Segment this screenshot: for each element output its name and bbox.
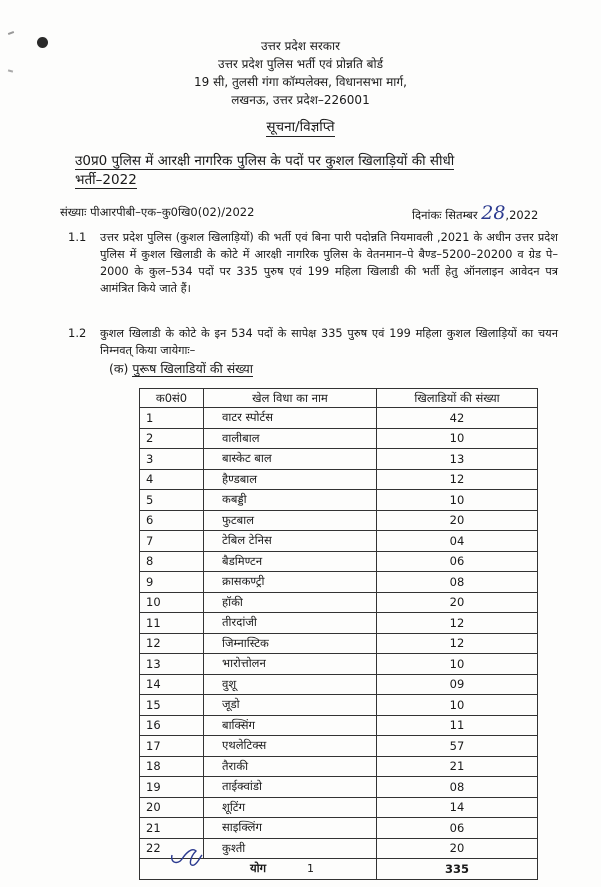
reference-number: संख्याः पीआरपीबी–एक–कु0खि0(02)/2022 (60, 205, 255, 219)
table-row (140, 613, 538, 634)
para-2-text: कुशल खिलाडी के कोटे के इन 534 पदों के सापेक्ष 335 पुरुष एवं 199 महिला कुशल खिलाड़ियों का चयन निम्नवत् किया जायेगाः– (100, 327, 558, 357)
date-year: ,2022 (505, 208, 539, 222)
sport-name-cell: वाटर स्पोर्टस (204, 408, 377, 429)
table-row (140, 633, 538, 654)
serial-cell: 6 (140, 510, 204, 531)
sport-name-cell: भारोत्तोलन (204, 654, 377, 675)
sport-name-cell: शूटिंग (204, 797, 377, 818)
table-row (140, 490, 538, 511)
sport-name-cell: टेबिल टेनिस (204, 531, 377, 552)
table-row (140, 695, 538, 716)
serial-cell: 14 (140, 674, 204, 695)
header-line-1: उत्तर प्रदेश सरकार (260, 39, 341, 53)
sport-name-cell: फुटबाल (204, 510, 377, 531)
serial-cell: 11 (140, 613, 204, 634)
player-count-cell: 20 (377, 838, 538, 859)
sport-name-cell: कुश्ती (204, 838, 377, 859)
sport-name-cell: साइक्लिंग (204, 818, 377, 839)
date-prefix: दिनांकः सितम्बर (412, 208, 478, 222)
sport-name-cell: तैराकी (204, 756, 377, 777)
date-day-handwritten: 28 (481, 202, 506, 224)
player-count-cell: 57 (377, 736, 538, 757)
serial-cell: 20 (140, 797, 204, 818)
total-label: योग (140, 859, 377, 880)
subject (75, 152, 545, 190)
player-count-cell: 21 (377, 756, 538, 777)
serial-cell: 17 (140, 736, 204, 757)
serial-cell: 18 (140, 756, 204, 777)
player-count-cell: 08 (377, 572, 538, 593)
table-row (140, 510, 538, 531)
table-row (140, 756, 538, 777)
serial-cell: 22 (140, 838, 204, 859)
player-count-cell: 13 (377, 449, 538, 470)
player-count-cell: 11 (377, 715, 538, 736)
header-line-4: लखनऊ, उत्तर प्रदेश–226001 (231, 93, 370, 107)
table-row (140, 408, 538, 429)
table-row (140, 592, 538, 613)
sport-name-cell: कबड्डी (204, 490, 377, 511)
player-count-cell: 09 (377, 674, 538, 695)
notice-title: सूचना/विज्ञप्ति (266, 119, 335, 135)
player-count-cell: 10 (377, 654, 538, 675)
header-line-3: 19 सी, तुलसी गंगा कॉम्पलेक्स, विधानसभा मार्ग, (194, 75, 407, 89)
subject-line-1: उ0प्र0 पुलिस में आरक्षी नागरिक पुलिस के पदों पर कुशल खिलाड़ियों की सीधी (75, 153, 455, 169)
header-sport: खेल विधा का नाम (204, 389, 377, 408)
table-row (140, 572, 538, 593)
player-count-cell: 08 (377, 777, 538, 798)
serial-cell: 16 (140, 715, 204, 736)
signature-mark (168, 843, 218, 871)
serial-cell: 2 (140, 428, 204, 449)
player-count-cell: 14 (377, 797, 538, 818)
sport-name-cell: ताईक्वांडो (204, 777, 377, 798)
header-line-2: उत्तर प्रदेश पुलिस भर्ती एवं प्रोन्नति बोर्ड (218, 57, 383, 71)
subject-line-2: भर्ती–2022 (75, 172, 137, 188)
table-row (140, 654, 538, 675)
section-title: पुरूष खिलाडियों की संख्या (132, 361, 253, 376)
table-row (140, 736, 538, 757)
player-count-cell: 20 (377, 592, 538, 613)
table-row (140, 797, 538, 818)
serial-cell: 13 (140, 654, 204, 675)
player-count-cell: 06 (377, 551, 538, 572)
serial-cell: 5 (140, 490, 204, 511)
serial-cell: 9 (140, 572, 204, 593)
player-count-cell: 04 (377, 531, 538, 552)
table-row (140, 428, 538, 449)
table-row (140, 449, 538, 470)
player-count-cell: 12 (377, 613, 538, 634)
sport-name-cell: हॉकी (204, 592, 377, 613)
date (412, 202, 538, 224)
sport-name-cell: क्रासकण्ट्री (204, 572, 377, 593)
serial-cell: 1 (140, 408, 204, 429)
sport-name-cell: बाक्सिंग (204, 715, 377, 736)
table-row (140, 531, 538, 552)
player-count-cell: 06 (377, 818, 538, 839)
page-number: 1 (307, 862, 314, 875)
sport-name-cell: बैडमिण्टन (204, 551, 377, 572)
total-value: 335 (377, 859, 538, 880)
serial-cell: 4 (140, 469, 204, 490)
table-body (140, 408, 538, 859)
para-1-number: 1.1 (68, 230, 87, 244)
male-players-table (139, 388, 538, 880)
serial-cell: 15 (140, 695, 204, 716)
table-row (140, 674, 538, 695)
margin-mark (8, 31, 14, 35)
serial-cell: 12 (140, 633, 204, 654)
player-count-cell: 10 (377, 490, 538, 511)
table-row (140, 715, 538, 736)
serial-cell: 19 (140, 777, 204, 798)
table-row (140, 469, 538, 490)
section-prefix: (क) (109, 361, 129, 376)
sport-name-cell: वालीबाल (204, 428, 377, 449)
player-count-cell: 20 (377, 510, 538, 531)
table-row (140, 818, 538, 839)
sport-name-cell: बास्केट बाल (204, 449, 377, 470)
player-count-cell: 10 (377, 695, 538, 716)
player-count-cell: 12 (377, 469, 538, 490)
para-1-text: उत्तर प्रदेश पुलिस (कुशल खिलाड़ियों) की भर्ती एवं बिना पारी पदोन्नति नियमावली ,2021 के अधीन उत्तर प्रदेश पुलिस में कुशल खिलाडी के कोटे में आरक्षी नागरिक पुलिस के वेतनमान–पे बैण्ड–5200–20200 व ग्रेड पे–2000 के कुल–534 पदों पर 335 पुरुष एवं 199 महिला खिलाडी की भर्ती हेतु ऑनलाइन आवेदन पत्र आमंत्रित किये जाते हैं। (100, 231, 558, 295)
para-2-number: 1.2 (68, 326, 87, 340)
table-header-row (140, 389, 538, 408)
sport-name-cell: एथलेटिक्स (204, 736, 377, 757)
table-row (140, 551, 538, 572)
player-count-cell: 42 (377, 408, 538, 429)
header-count: खिलाडियों की संख्या (377, 389, 538, 408)
sport-name-cell: जिम्नास्टिक (204, 633, 377, 654)
serial-cell: 3 (140, 449, 204, 470)
table-row (140, 777, 538, 798)
serial-cell: 8 (140, 551, 204, 572)
player-count-cell: 10 (377, 428, 538, 449)
sport-name-cell: वुशू (204, 674, 377, 695)
section-heading (109, 360, 253, 377)
sport-name-cell: तीरदांजी (204, 613, 377, 634)
serial-cell: 10 (140, 592, 204, 613)
serial-cell: 7 (140, 531, 204, 552)
player-count-cell: 12 (377, 633, 538, 654)
serial-cell: 21 (140, 818, 204, 839)
header-serial: क0सं0 (140, 389, 204, 408)
sport-name-cell: हैण्डबाल (204, 469, 377, 490)
sport-name-cell: जूडो (204, 695, 377, 716)
